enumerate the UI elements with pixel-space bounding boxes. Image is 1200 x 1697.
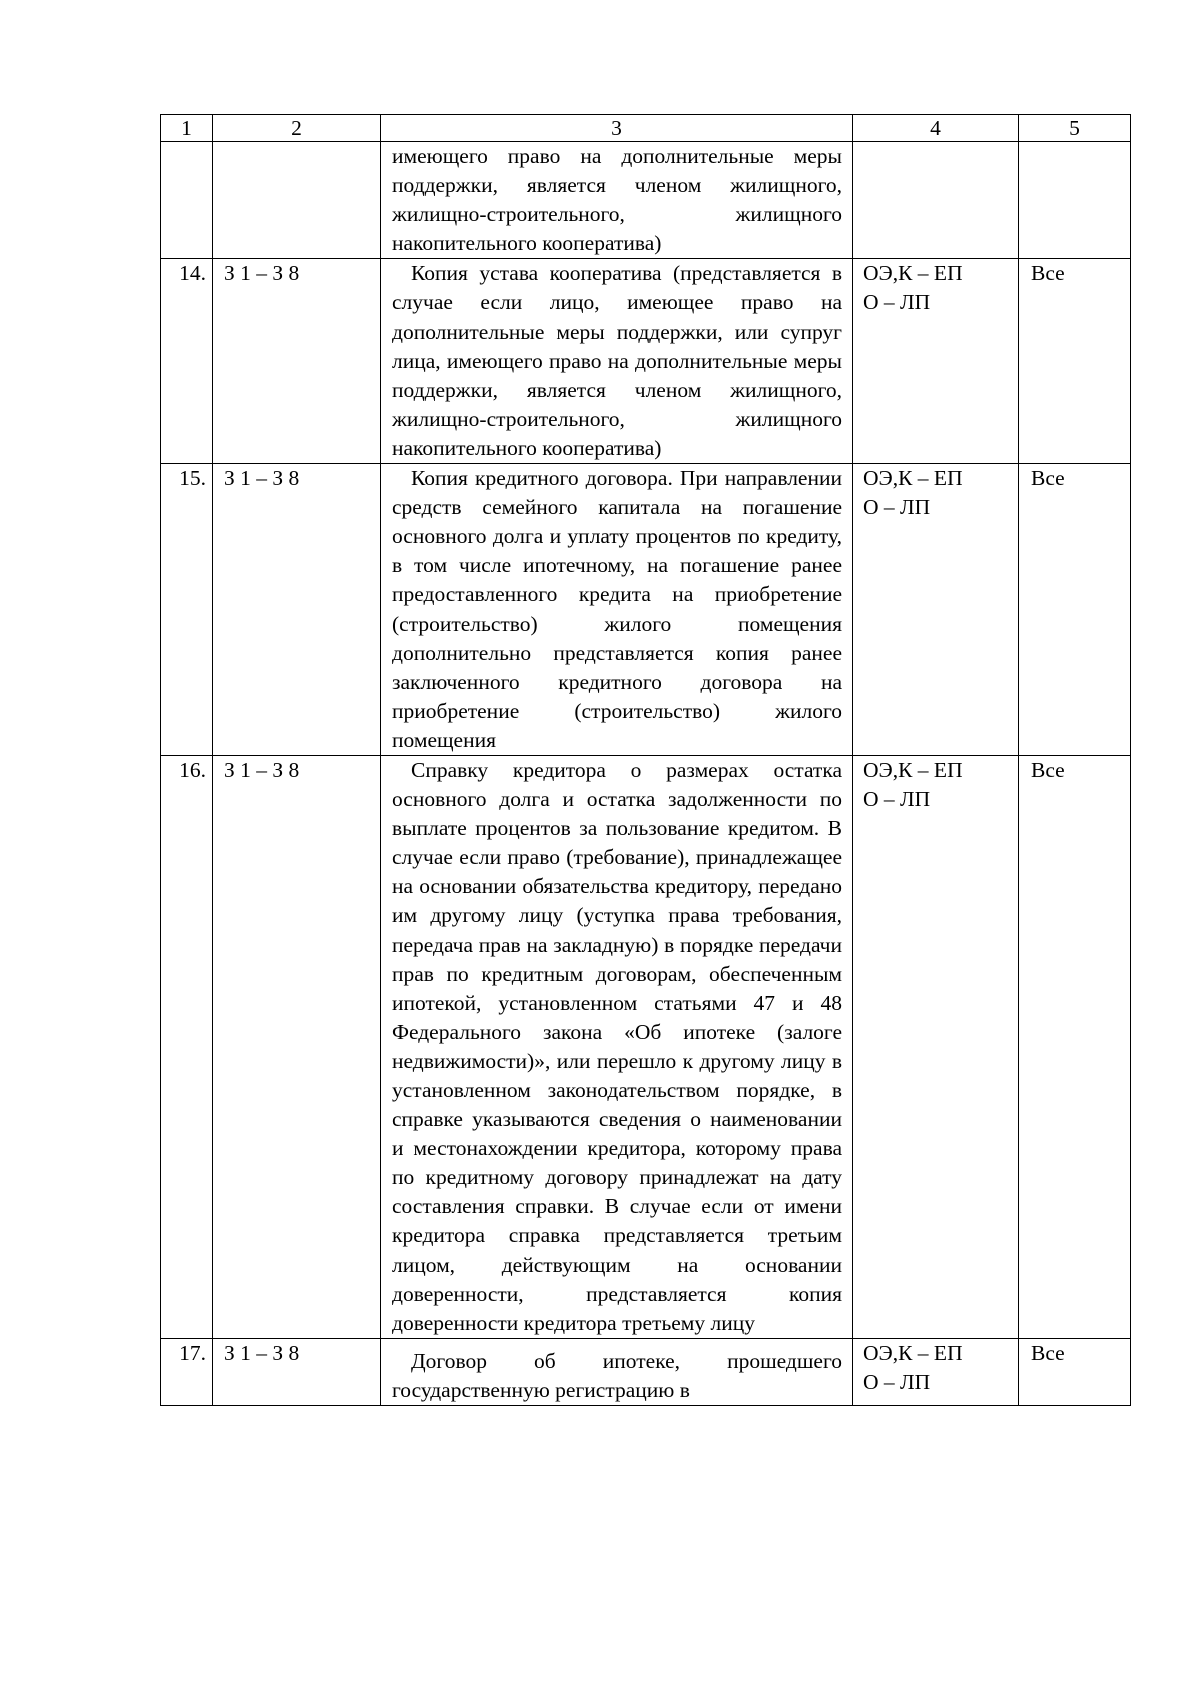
row-content: Копия кредитного договора. При направлении средств семейного капитала на погашение основного долга и уплату процентов по кредиту, в том числе ипотечному, на погашение ранее предоставленного кредита на приобретение (строительство) жилого помещения дополнительно представляется копия ранее заключенного кредитного договора на приобретение (строительство) жилого помещения	[392, 466, 842, 752]
row-number: 14.	[161, 259, 213, 464]
row-codes	[853, 464, 1019, 756]
row-applicants: Все	[1019, 755, 1131, 1338]
table-row	[161, 755, 1131, 1338]
continuation-text: имеющего право на дополнительные меры поддержки, является членом жилищного, жилищно-строительного, жилищного накопительного кооператива)	[392, 144, 842, 256]
row-number: 16.	[161, 755, 213, 1338]
header-col-1: 1	[161, 115, 213, 142]
row-codes	[853, 755, 1019, 1338]
row-code-electronic: ОЭ,К – ЕП	[863, 261, 963, 286]
row-code-original: О – ЛП	[863, 1369, 931, 1394]
row-stages: З 1 – З 8	[213, 259, 381, 464]
row-code-original: О – ЛП	[863, 290, 931, 315]
row-applicants: Все	[1019, 1338, 1131, 1405]
row-stages: З 1 – З 8	[213, 1338, 381, 1405]
table-row	[161, 259, 1131, 464]
header-row	[161, 115, 1131, 142]
header-col-4: 4	[853, 115, 1019, 142]
row-code-electronic: ОЭ,К – ЕП	[863, 1340, 963, 1365]
table-row	[161, 1338, 1131, 1405]
header-col-5: 5	[1019, 115, 1131, 142]
row-codes	[853, 259, 1019, 464]
row-code-electronic: ОЭ,К – ЕП	[863, 757, 963, 782]
row-content: Справку кредитора о размерах остатка основного долга и остатка задолженности по выплате процентов за пользование кредитом. В случае если право (требование), принадлежащее на основании обязательства кредитору, передано им другому лицу (уступка права требования, передача прав на закладную) в порядке передачи прав по кредитным договорам, обеспеченным ипотекой, установленном статьями 47 и 48 Федерального закона «Об ипотеке (залоге недвижимости)», или перешло к другому лицу в установленном законодательством порядке, в справке указываются сведения о наименовании и местонахождении кредитора, которому права по кредитному договору принадлежат на дату составления справки. В случае если от имени кредитора справка представляется третьим лицом, действующим на основании доверенности, представляется копия доверенности кредитора третьему лицу	[392, 757, 842, 1335]
row-number: 17.	[161, 1338, 213, 1405]
table-row	[161, 464, 1131, 756]
row-content: Копия устава кооператива (представляется в случае если лицо, имеющее право на дополнительные меры поддержки, или супруг лица, имеющего право на дополнительные меры поддержки, является членом жилищного, жилищно-строительного, жилищного накопительного кооператива)	[392, 261, 842, 460]
row-applicants: Все	[1019, 259, 1131, 464]
row-code-original: О – ЛП	[863, 787, 931, 812]
header-col-3: 3	[381, 115, 853, 142]
row-codes	[853, 1338, 1019, 1405]
row-content: Договор об ипотеке, прошедшего государственную регистрацию в	[392, 1348, 842, 1402]
document-table	[160, 114, 1131, 1406]
continuation-row	[161, 142, 1131, 259]
row-applicants: Все	[1019, 464, 1131, 756]
row-code-electronic: ОЭ,К – ЕП	[863, 466, 963, 491]
header-col-2: 2	[213, 115, 381, 142]
row-stages: З 1 – З 8	[213, 464, 381, 756]
row-code-original: О – ЛП	[863, 495, 931, 520]
row-stages: З 1 – З 8	[213, 755, 381, 1338]
row-number: 15.	[161, 464, 213, 756]
